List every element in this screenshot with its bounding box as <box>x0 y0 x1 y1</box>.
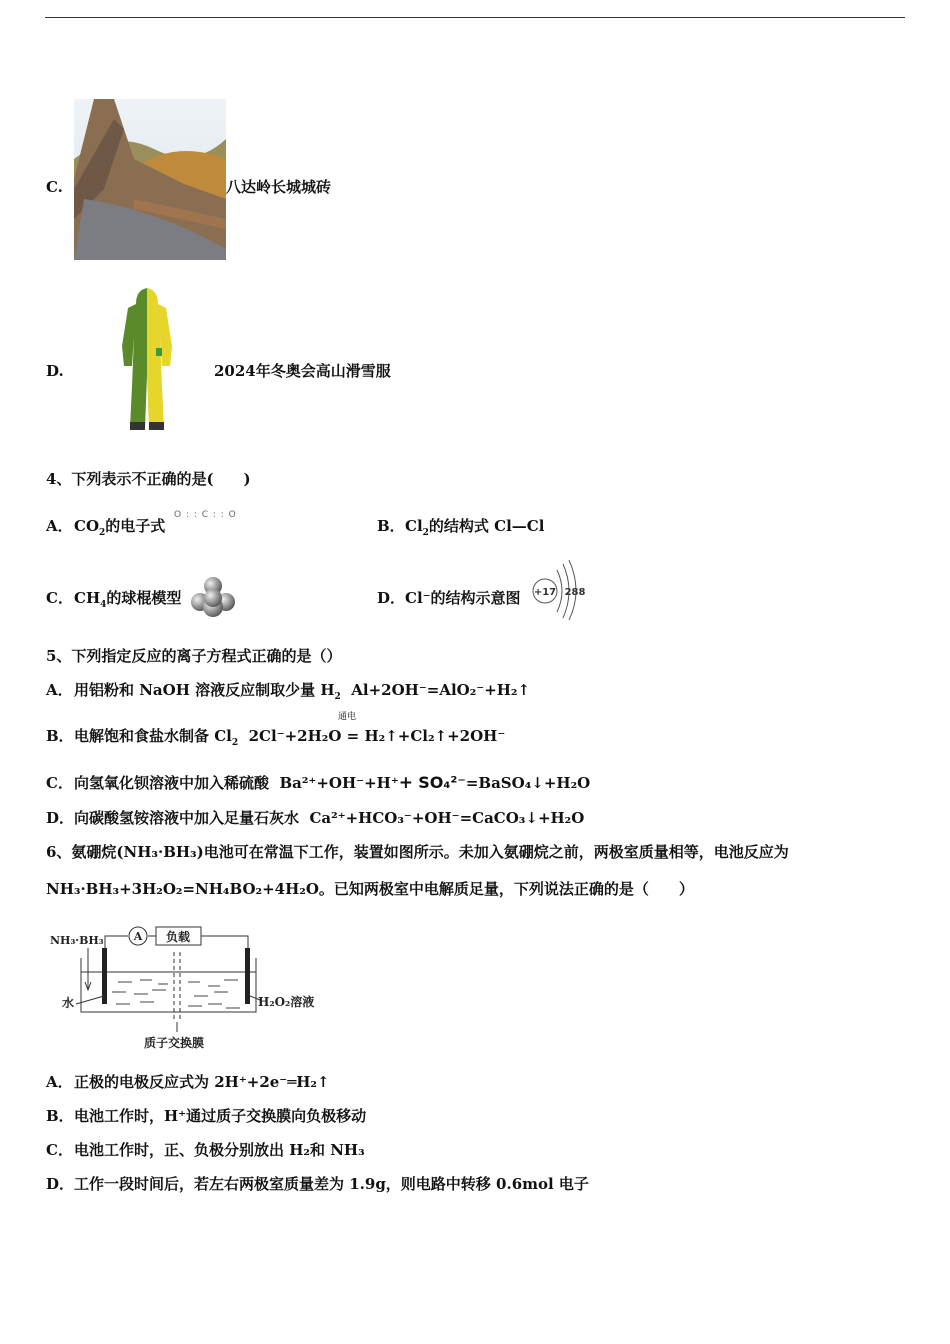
cl-ion-structure-diagram <box>531 560 587 620</box>
q5-c-text: 向氢氧化钡溶液中加入稀硫酸 <box>74 774 270 792</box>
water-label: 水 <box>62 996 75 1010</box>
q4-stem: 4、下列表示不正确的是( ) <box>46 470 251 488</box>
q6-b-label: B． <box>46 1107 74 1125</box>
q4-a-label: A． <box>46 517 73 535</box>
q5-c-eq1: Ba²⁺+OH⁻+H⁺ <box>279 774 399 792</box>
q5-a-eq: Al+2OH⁻=AlO₂⁻+H₂↑ <box>351 681 531 699</box>
nucleus-charge: +17 <box>533 587 557 598</box>
ski-suit-photo <box>118 286 176 434</box>
q5-a-sub: 2 <box>334 692 341 702</box>
q5-c-so4: SO₄²⁻ <box>418 773 466 792</box>
ammeter-label: A <box>133 930 143 943</box>
battery-diagram <box>48 922 328 1054</box>
q6-d-label: D． <box>46 1175 75 1193</box>
q4-b-s1: 2 <box>422 528 429 538</box>
q5-d-text: 向碳酸氢铵溶液中加入足量石灰水 <box>74 809 300 827</box>
q4-option-c <box>46 588 181 608</box>
header-rule <box>45 17 905 18</box>
q4-b-t1: Cl <box>405 517 423 535</box>
q4-c-s1: 4 <box>100 600 107 610</box>
q6-b-text: 电池工作时，H⁺通过质子交换膜向负极移动 <box>74 1107 367 1125</box>
q4-c-label: C． <box>46 589 73 607</box>
great-wall-photo <box>74 99 226 260</box>
option-d-label: D. <box>46 362 64 380</box>
q4-option-b <box>377 516 544 536</box>
q6-option-a <box>46 1072 330 1092</box>
q4-option-a <box>46 516 165 536</box>
option-c-text: 八达岭长城城砖 <box>226 178 332 196</box>
q5-b-text: 电解饱和食盐水制备 Cl <box>74 727 232 745</box>
co2-electron-formula: O : : C : : O <box>174 510 237 520</box>
q6-d-text: 工作一段时间后，若左右两极室质量差为 1.9g，则电路中转移 0.6mol 电子 <box>74 1175 589 1193</box>
option-c-label: C. <box>46 178 63 196</box>
q5-b-label: B． <box>46 727 74 745</box>
q5-option-c <box>46 773 590 793</box>
ch4-ball-model <box>190 576 236 618</box>
q5-c-plus: + <box>398 773 413 793</box>
q4-c-t2: 的球棍模型 <box>106 589 182 607</box>
q5-a-text: 用铝粉和 NaOH 溶液反应制取少量 H <box>74 681 335 699</box>
q6-a-label: A． <box>46 1073 73 1091</box>
q5-b-eq-right: H₂↑+Cl₂↑+2OH⁻ <box>364 727 506 745</box>
q6-stem-line2: NH₃·BH₃+3H₂O₂=NH₄BO₂+4H₂O。已知两极室中电解质足量，下列说法正确的是（ ） <box>46 880 694 898</box>
load-label: 负载 <box>165 930 191 944</box>
q6-option-d <box>46 1174 589 1194</box>
q5-option-d <box>46 808 584 828</box>
q4-c-t1: CH <box>74 589 101 607</box>
h2o2-label: H₂O₂溶液 <box>258 995 315 1009</box>
q4-option-d <box>377 588 521 608</box>
q5-a-label: A． <box>46 681 73 699</box>
q4-a-s1: 2 <box>99 528 106 538</box>
q5-c-label: C． <box>46 774 73 792</box>
q4-b-label: B． <box>377 517 405 535</box>
q6-c-text: 电池工作时，正、负极分别放出 H₂和 NH₃ <box>74 1141 365 1159</box>
q5-d-eq: Ca²⁺+HCO₃⁻+OH⁻=CaCO₃↓+H₂O <box>309 809 585 827</box>
q4-b-t2: 的结构式 Cl—Cl <box>428 517 545 535</box>
q4-a-t1: CO <box>74 517 100 535</box>
q5-option-a <box>46 680 530 700</box>
q5-c-eq2: =BaSO₄↓+H₂O <box>465 774 591 792</box>
q5-d-label: D． <box>46 809 75 827</box>
q5-b-eq-sign: = <box>346 727 360 745</box>
q5-option-b <box>46 726 505 746</box>
q6-option-c <box>46 1140 365 1160</box>
q6-a-text: 正极的电极反应式为 2H⁺+2e⁻═H₂↑ <box>74 1073 330 1091</box>
q6-option-b <box>46 1106 366 1126</box>
q5-b-condition: 通电 <box>338 712 357 722</box>
q5-b-eq-left: 2Cl⁻+2H₂O <box>248 727 342 745</box>
q4-d-label: D． <box>377 589 406 607</box>
q5-stem: 5、下列指定反应的离子方程式正确的是（） <box>46 647 342 665</box>
q6-c-label: C． <box>46 1141 73 1159</box>
membrane-label: 质子交换膜 <box>144 1036 205 1050</box>
option-d-text: 2024年冬奥会高山滑雪服 <box>214 362 391 380</box>
q4-d-t1: Cl⁻的结构示意图 <box>405 589 521 607</box>
shell-electrons: 288 <box>564 587 586 598</box>
nh3bh3-label: NH₃·BH₃ <box>50 934 104 947</box>
q4-a-t2: 的电子式 <box>105 517 166 535</box>
q5-b-sub: 2 <box>231 738 239 748</box>
q6-stem-line1: 6、氨硼烷(NH₃·BH₃)电池可在常温下工作，装置如图所示。未加入氨硼烷之前，两极室质量相等，电池反应为 <box>46 843 789 861</box>
